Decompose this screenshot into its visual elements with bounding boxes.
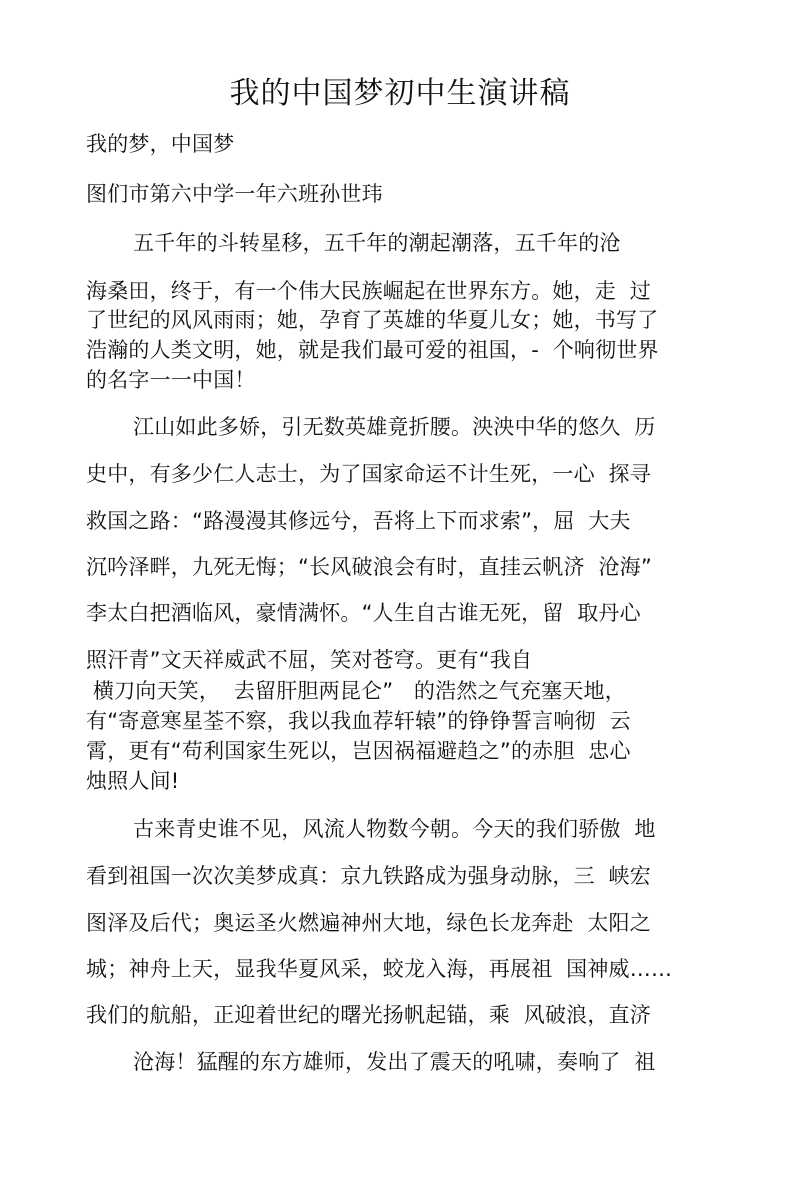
- paragraph-line: 图泽及后代；奥运圣火燃遍神州大地，绿色长龙奔赴 太阳之: [86, 911, 651, 935]
- paragraph-line: 海桑田，终于，有一个伟大民族崛起在世界东方。她，走 过: [86, 279, 651, 303]
- paragraph-line: 沧海！猛醒的东方雄师，发出了震天的吼啸，奏响了 祖: [133, 1050, 656, 1074]
- paragraph-line: 江山如此多娇，引无数英雄竟折腰。泱泱中华的悠久 历: [133, 415, 656, 439]
- paragraph-line: 沉吟泽畔，九死无悔；“长风破浪会有时，直挂云帆济 沧海”: [86, 555, 652, 579]
- paragraph-line: 照汗青”文天祥威武不屈，笑对苍穹。更有“我自: [86, 648, 533, 672]
- paragraph-line: 古来青史谁不见，风流人物数今朝。今天的我们骄傲 地: [133, 817, 656, 841]
- subtitle: 我的梦，中国梦: [86, 132, 235, 156]
- paragraph-line: 有“寄意寒星荃不察，我以我血荐轩辕”的铮铮誓言响彻 云: [86, 709, 631, 733]
- paragraph-line: 看到祖国一次次美梦成真：京九铁路成为强身动脉，三 峡宏: [86, 864, 651, 888]
- paragraph-line: 五千年的斗转星移，五千年的潮起潮落，五千年的沧: [133, 231, 621, 255]
- paragraph-line: 我们的航船，正迎着世纪的曙光扬帆起锚，乘 风破浪，直济: [86, 1003, 651, 1027]
- paragraph-line: 的名字一一中国！: [86, 368, 256, 392]
- paragraph-line: 李太白把酒临风，豪情满怀。“人生自古谁无死，留 取丹心: [86, 601, 641, 625]
- paragraph-line: 救国之路：“路漫漫其修远兮，吾将上下而求索”，屈 大夫: [86, 509, 631, 533]
- paragraph-line: 史中，有多少仁人志士，为了国家命运不计生死，一心 探寻: [86, 462, 651, 486]
- paragraph-line: 横刀向天笑， 去留肝胆两昆仑” 的浩然之气充塞天地，: [86, 679, 626, 703]
- paragraph-line: 浩瀚的人类文明，她，就是我们最可爱的祖国，- 个响彻世界: [86, 338, 659, 362]
- author-line: 图们市第六中学一年六班孙世玮: [86, 182, 383, 206]
- page-title: 我的中国梦初中生演讲稿: [229, 76, 571, 111]
- paragraph-line: 了世纪的风风雨雨；她，孕育了英雄的华夏儿女；她，书写了: [86, 308, 659, 332]
- paragraph-line: 烛照人间!: [86, 769, 180, 793]
- paragraph-line: 城；神舟上天，显我华夏风采，蛟龙入海，再展祖 国神威……: [86, 957, 673, 981]
- paragraph-line: 霄，更有“苟利国家生死以，岂因祸福避趋之”的赤胆 忠心: [86, 739, 631, 763]
